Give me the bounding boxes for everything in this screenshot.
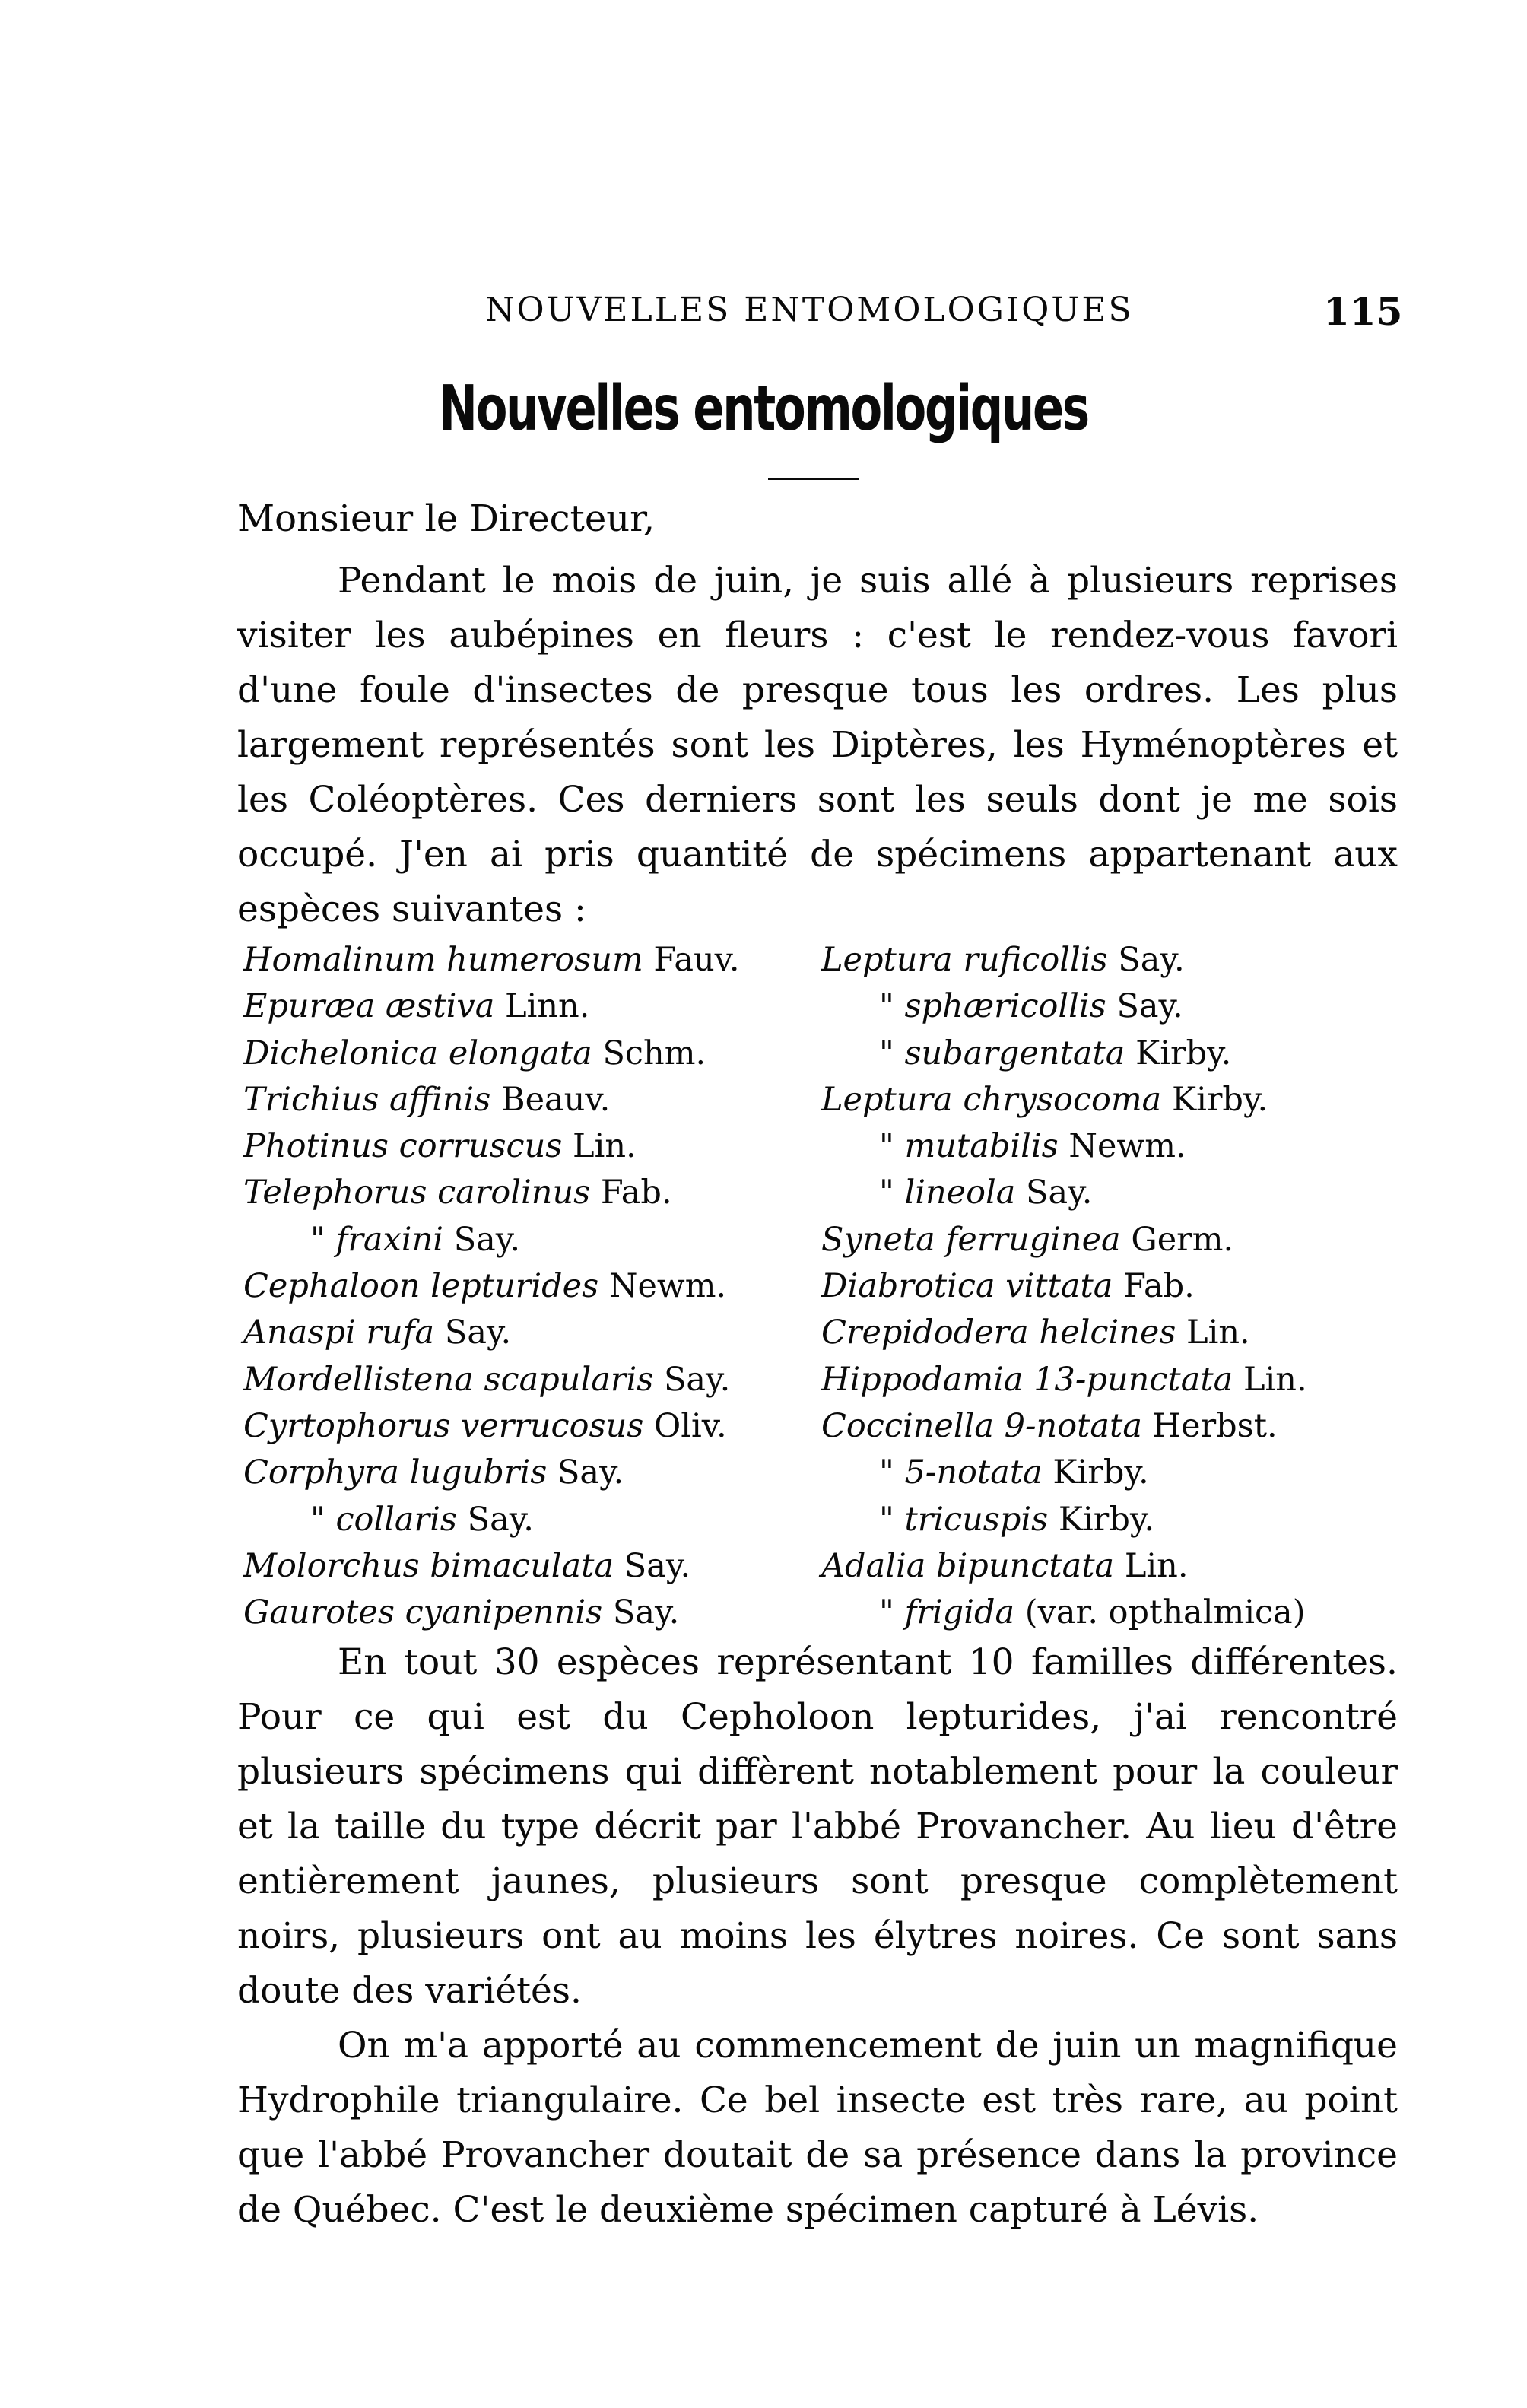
species-name: Corphyra lugubris	[243, 1453, 548, 1492]
page-number: 115	[1323, 289, 1403, 334]
species-entry	[243, 1403, 740, 1450]
species-entry	[821, 983, 1307, 1030]
paragraph-hydrophile: On m'a apporté au commencement de juin un magnifique Hydrophile triangulaire. Ce bel insecte est très rare, au point que l'abbé Provancher doutait de sa présence dans la province de Québec. C'est le deuxième spécimen capturé à Lévis.	[237, 2025, 1398, 2231]
species-entry	[821, 1170, 1307, 1216]
species-author: Fab.	[1123, 1267, 1195, 1306]
species-author: Kirby.	[1135, 1034, 1232, 1072]
species-name: Homalinum humerosum	[243, 941, 643, 979]
species-entry	[821, 1263, 1307, 1310]
species-author: Say.	[453, 1220, 521, 1259]
species-name: " lineola	[879, 1174, 1016, 1212]
salutation: Monsieur le Directeur,	[237, 497, 656, 540]
species-name: Leptura ruficollis	[821, 941, 1108, 979]
species-author: Kirby.	[1172, 1080, 1268, 1119]
species-name: Mordellistena scapularis	[243, 1360, 654, 1399]
species-name: Coccinella 9-notata	[821, 1406, 1142, 1445]
species-name: Epuræa æstiva	[243, 987, 495, 1026]
species-entry	[243, 1450, 740, 1496]
species-entry	[821, 1543, 1307, 1590]
species-author: Say.	[612, 1593, 680, 1632]
species-column-right	[821, 937, 1307, 1636]
species-entry	[821, 1031, 1307, 1077]
species-author: Herbst.	[1152, 1406, 1278, 1445]
species-entry	[243, 983, 740, 1030]
species-column-left	[243, 937, 740, 1636]
species-entry	[821, 1450, 1307, 1496]
species-author: Lin.	[573, 1127, 637, 1166]
species-author: Say.	[1026, 1174, 1093, 1212]
species-name: Diabrotica vittata	[821, 1267, 1113, 1306]
species-name: Cyrtophorus verrucosus	[243, 1406, 644, 1445]
species-entry	[821, 1403, 1307, 1450]
species-entry	[243, 1123, 740, 1170]
species-name: Trichius affinis	[243, 1080, 491, 1119]
species-name: Syneta ferruginea	[821, 1220, 1121, 1259]
species-entry	[243, 1590, 740, 1636]
species-author: Lin.	[1243, 1360, 1307, 1399]
species-name: Anaspi rufa	[243, 1314, 435, 1352]
species-name: Molorchus bimaculata	[243, 1546, 614, 1585]
species-name: Cephaloon lepturides	[243, 1267, 599, 1306]
species-entry	[821, 1497, 1307, 1543]
species-author: Say.	[1116, 987, 1183, 1026]
species-author: Lin.	[1124, 1546, 1189, 1585]
species-entry	[821, 1217, 1307, 1263]
species-entry	[243, 1077, 740, 1123]
species-entry	[821, 1310, 1307, 1356]
species-name: " 5-notata	[879, 1453, 1043, 1492]
species-entry	[243, 1310, 740, 1356]
species-entry	[821, 937, 1307, 983]
species-author: Kirby.	[1052, 1453, 1149, 1492]
species-name: " subargentata	[879, 1034, 1125, 1072]
species-entry	[821, 1590, 1307, 1636]
species-author: Say.	[557, 1453, 624, 1492]
page-title: Nouvelles entomologiques	[439, 373, 1088, 445]
species-name: Adalia bipunctata	[821, 1546, 1115, 1585]
species-author: Germ.	[1131, 1220, 1234, 1259]
species-entry	[821, 1077, 1307, 1123]
species-name: Crepidodera helcines	[821, 1314, 1176, 1352]
species-author: Fauv.	[653, 941, 740, 979]
species-entry	[243, 1497, 740, 1543]
species-entry	[243, 1263, 740, 1310]
species-name: " sphæricollis	[879, 987, 1106, 1026]
species-entry	[821, 1123, 1307, 1170]
species-name: Leptura chrysocoma	[821, 1080, 1162, 1119]
species-name: " collaris	[310, 1500, 457, 1539]
species-name: Dichelonica elongata	[243, 1034, 592, 1072]
species-author: Say.	[444, 1314, 512, 1352]
species-author: Fab.	[600, 1174, 672, 1212]
species-list	[243, 937, 1430, 1637]
species-name: Hippodamia 13-punctata	[821, 1360, 1233, 1399]
species-author: Newm.	[608, 1267, 727, 1306]
species-author: Linn.	[505, 987, 590, 1026]
running-head	[426, 289, 1403, 334]
heading-divider	[768, 478, 859, 480]
species-name: " fraxini	[310, 1220, 444, 1259]
species-entry	[243, 1217, 740, 1263]
species-entry	[243, 1170, 740, 1216]
species-entry	[243, 1357, 740, 1403]
species-author: Newm.	[1068, 1127, 1186, 1166]
species-author: Schm.	[602, 1034, 706, 1072]
species-name: " mutabilis	[879, 1127, 1059, 1166]
species-entry	[243, 937, 740, 983]
species-author: Lin.	[1186, 1314, 1250, 1352]
species-name: " frigida	[879, 1593, 1015, 1632]
species-author: Say.	[467, 1500, 534, 1539]
species-author: Say.	[1118, 941, 1185, 979]
species-author: Beauv.	[501, 1080, 611, 1119]
species-entry	[821, 1357, 1307, 1403]
species-entry	[243, 1031, 740, 1077]
species-name: Telephorus carolinus	[243, 1174, 591, 1212]
running-title: NOUVELLES ENTOMOLOGIQUES	[485, 291, 1134, 329]
species-name: " tricuspis	[879, 1500, 1049, 1539]
species-author: Oliv.	[654, 1406, 727, 1445]
paragraph-observations: En tout 30 espèces représentant 10 familles différentes. Pour ce qui est du Cepholoon lepturides, j'ai rencontré plusieurs spécimens qui diffèrent notablement pour la couleur et la taille du type décrit par l'abbé Provancher. Au lieu d'être entièrement jaunes, plusieurs sont presque complètement noirs, plusieurs ont au moins les élytres noires. Ce sont sans doute des variétés.	[237, 1641, 1398, 2012]
species-name: Photinus corruscus	[243, 1127, 563, 1166]
species-entry	[243, 1543, 740, 1590]
species-author: Say.	[663, 1360, 731, 1399]
species-author: Kirby.	[1058, 1500, 1155, 1539]
species-author: Say.	[624, 1546, 691, 1585]
paragraph-intro: Pendant le mois de juin, je suis allé à plusieurs reprises visiter les aubépines en fleurs : c'est le rendez-vous favori d'une foule d'insectes de presque tous les ordres. Les plus largement représentés sont les Diptères, les Hyménoptères et les Coléoptères. Ces derniers sont les seuls dont je me sois occupé. J'en ai pris quantité de spécimens appartenant aux espèces suivantes :	[237, 560, 1398, 930]
species-author: (var. opthalmica)	[1024, 1593, 1306, 1632]
species-name: Gaurotes cyanipennis	[243, 1593, 603, 1632]
